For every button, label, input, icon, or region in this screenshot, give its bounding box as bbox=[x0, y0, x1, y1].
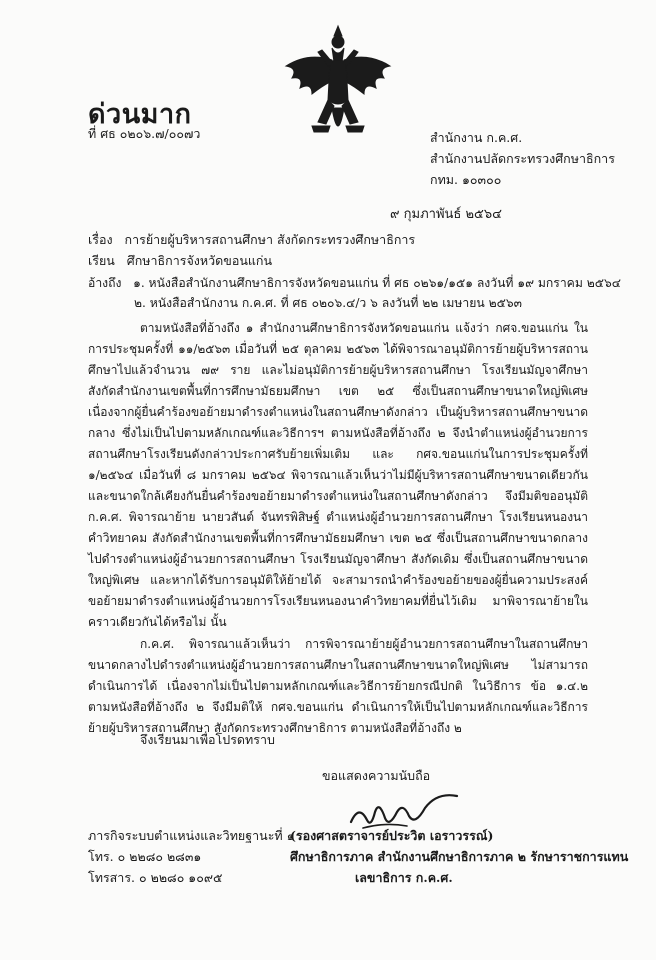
body-paragraph-2: ก.ค.ศ. พิจารณาแล้วเห็นว่า การพิจารณาย้ายผู้อำนวยการสถานศึกษาในสถานศึกษาขนาดกลางไปดำรงตำแหน่งผู้อำนวยการสถานศึกษาในสถานศึกษาขนาดใหญ่พิเศษ ไม่สามารถดำเนินการได้ เนื่องจากไม่เป็นไปตามหลักเกณฑ์และวิธีการย้ายกรณีปกติ ในวิธีการ ข้อ ๑.๔.๒ ตามหนังสือที่อ้างถึง ๒ จึงมีมติให้ กศจ.ขอนแก่น ดำเนินการให้เป็นไปตามหลักเกณฑ์และวิธีการย้ายผู้บริหารสถานศึกษา สังกัดกระทรวงศึกษาธิการ ตามหนังสือที่อ้างถึง ๒ bbox=[88, 637, 588, 735]
signer-name: (รองศาสตราจารย์ประวิต เอราวรรณ์) bbox=[290, 828, 494, 843]
sender-address-line3: กทม. ๑๐๓๐๐ bbox=[430, 172, 502, 187]
subject-line bbox=[88, 230, 415, 250]
signer-position-line2: เลขาธิการ ก.ค.ศ. bbox=[355, 870, 453, 885]
sender-address-line1: สำนักงาน ก.ค.ศ. bbox=[430, 130, 523, 145]
reference-line-1 bbox=[88, 274, 621, 293]
reference-item-1: ๑. หนังสือสำนักงานศึกษาธิการจังหวัดขอนแก่น ที่ ศธ ๐๒๖๑/๑๕๑ ลงวันที่ ๑๙ มกราคม ๒๕๖๔ bbox=[133, 276, 621, 290]
contact-fax: โทรสาร. ๐ ๒๒๘๐ ๑๐๙๕ bbox=[88, 870, 223, 885]
subject-label: เรื่อง bbox=[88, 232, 113, 247]
body-paragraph-3: จึงเรียนมาเพื่อโปรดทราบ bbox=[140, 732, 275, 747]
reference-label: อ้างถึง bbox=[88, 276, 122, 290]
subject-text: การย้ายผู้บริหารสถานศึกษา สังกัดกระทรวงศึกษาธิการ bbox=[124, 232, 416, 247]
letter-date: ๙ กุมภาพันธ์ ๒๕๖๔ bbox=[390, 207, 502, 222]
document-number: ที่ ศธ ๐๒๐๖.๗/๐๐๗ว bbox=[88, 126, 201, 141]
reference-item-2: ๒. หนังสือสำนักงาน ก.ค.ศ. ที่ ศธ ๐๒๐๖.๔/ว ๖ ลงวันที่ ๒๒ เมษายน ๒๕๖๓ bbox=[134, 296, 522, 310]
recipient-text: ศึกษาธิการจังหวัดขอนแก่น bbox=[126, 253, 273, 268]
garuda-emblem-icon bbox=[278, 22, 398, 152]
sender-address-line2: สำนักงานปลัดกระทรวงศึกษาธิการ bbox=[430, 151, 615, 166]
signer-position-line1: ศึกษาธิการภาค สำนักงานศึกษาธิการภาค ๒ รักษาราชการแทน bbox=[290, 849, 629, 864]
body-paragraph-1: ตามหนังสือที่อ้างถึง ๑ สำนักงานศึกษาธิการจังหวัดขอนแก่น แจ้งว่า กศจ.ขอนแก่น ในการประชุมครั้งที่ ๑๑/๒๕๖๓ เมื่อวันที่ ๒๕ ตุลาคม ๒๕๖๓ ได้พิจารณาอนุมัติการย้ายผู้บริหารสถานศึกษาไปแล้วจำนวน ๗๙ ราย และไม่อนุมัติการย้ายผู้บริหารสถานศึกษา โรงเรียนมัญจาศึกษา สังกัดสำนักงานเขตพื้นที่การศึกษามัธยมศึกษา เขต ๒๕ ซึ่งเป็นสถานศึกษาขนาดใหญ่พิเศษ เนื่องจากผู้ยื่นคำร้องขอย้ายมาดำรงตำแหน่งในสถานศึกษาดังกล่าว เป็นผู้บริหารสถานศึกษาขนาดกลาง ซึ่งไม่เป็นไปตามหลักเกณฑ์และวิธีการฯ ตามหนังสือที่อ้างถึง ๒ จึงนำตำแหน่งผู้อำนวยการสถานศึกษาโรงเรียนดังกล่าวประกาศรับย้ายเพิ่มเติม และ กศจ.ขอนแก่นในการประชุมครั้งที่ ๑/๒๕๖๔ เมื่อวันที่ ๘ มกราคม ๒๕๖๔ พิจารณาแล้วเห็นว่าไม่มีผู้บริหารสถานศึกษาขนาดเดียวกันและขนาดใกล้เคียงกันยื่นคำร้องขอย้ายมาดำรงตำแหน่งในสถานศึกษาดังกล่าว จึงมีมติขออนุมัติ ก.ค.ศ. พิจารณาย้าย นายวสันต์ จันทรพิสิษฐ์ ตำแหน่งผู้อำนวยการสถานศึกษา โรงเรียนหนองนาคำวิทยาคม สังกัดสำนักงานเขตพื้นที่การศึกษามัธยมศึกษา เขต ๒๕ ซึ่งเป็นสถานศึกษาขนาดกลาง ไปดำรงตำแหน่งผู้อำนวยการสถานศึกษา โรงเรียนมัญจาศึกษา สังกัดเดิม ซึ่งเป็นสถานศึกษาขนาดใหญ่พิเศษ และหากได้รับการอนุมัติให้ย้ายได้ จะสามารถนำคำร้องขอย้ายของผู้ยื่นความประสงค์ขอย้ายมาดำรงตำแหน่งผู้อำนวยการโรงเรียนหนองนาคำวิทยาคมที่ยื่นไว้เดิม มาพิจารณาย้ายในคราวเดียวกันได้หรือไม่ นั้น bbox=[88, 321, 588, 629]
recipient-line bbox=[88, 251, 272, 271]
contact-department: ภารกิจระบบตำแหน่งและวิทยฐานะที่ ๑ bbox=[88, 828, 295, 843]
recipient-label: เรียน bbox=[88, 253, 115, 268]
contact-telephone: โทร. ๐ ๒๒๘๐ ๒๘๓๑ bbox=[88, 849, 202, 864]
urgency-label: ด่วนมาก bbox=[88, 99, 192, 130]
closing-salutation: ขอแสดงความนับถือ bbox=[322, 768, 431, 783]
